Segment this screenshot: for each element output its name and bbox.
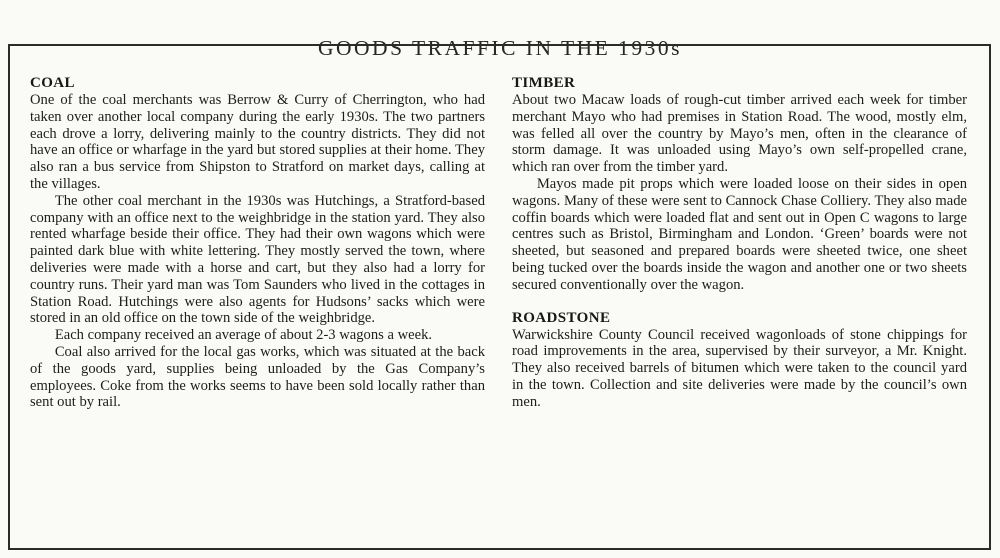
section-coal <box>30 74 485 411</box>
coal-paragraph-3: Each company received an average of about 2-3 wagons a week. <box>54 327 433 344</box>
left-column <box>30 74 485 411</box>
roadstone-paragraph-1: Warwickshire County Council received wagonloads of stone chippings for road improvements in the area, supervised by their surveyor, a Mr. Knight. They also received barrels of bitumen which were taken to the council yard in the town. Collection and site deliveries were made by the council’s own men. <box>512 326 967 410</box>
page-title: GOODS TRAFFIC IN THE 1930s <box>317 36 683 60</box>
section-heading-coal: COAL <box>30 75 75 91</box>
coal-paragraph-4: Coal also arrived for the local gas works, which was situated at the back of the goods yard, supplies being unloaded by the Gas Company’s employees. Coke from the works seems to have been sold locally rather than sent out by rail. <box>30 343 485 411</box>
coal-paragraph-1: One of the coal merchants was Berrow & Curry of Cherrington, who had taken over another local company during the early 1930s. The two partners each drove a lorry, delivering mainly to the country districts. They did not have an office or wharfage in the yard but stored supplies at their home. They also ran a bus service from Shipston to Stratford on market days, calling at the villages. <box>30 92 485 192</box>
coal-paragraph-2: The other coal merchant in the 1930s was Hutchings, a Stratford-based company with an office next to the weighbridge in the station yard. They also rented wharfage beside their office. They had their own wagons which were painted dark blue with white lettering. They mostly served the town, where deliveries were made with a horse and cart, but they also had a lorry for country runs. Their yard man was Tom Saunders who lived in the cottages in Station Road. Hutchings were also agents for Hudsons’ sacks which were stored in an old office on the town side of the weighbridge. <box>30 192 485 327</box>
timber-paragraph-2: Mayos made pit props which were loaded loose on their sides in open wagons. Many of these were sent to Cannock Chase Colliery. They also made coffin boards which were loaded flat and sent out in Open C wagons to large centres such as Bristol, Birmingham and London. ‘Green’ boards were not sheeted, but seasoned and prepared boards were sheeted twice, one sheet being tucked over the boards inside the wagon and another one or two sheets secured conventionally over the wagon. <box>512 175 967 293</box>
two-column-layout <box>0 61 1000 411</box>
section-roadstone <box>512 309 967 411</box>
section-heading-roadstone: ROADSTONE <box>512 309 611 326</box>
timber-paragraph-1: About two Macaw loads of rough-cut timber arrived each week for timber merchant Mayo who had premises in Station Road. The wood, mostly elm, was felled all over the country by Mayo’s men, often in the clearance of storm damage. It was unloaded using Mayo’s own self-propelled crane, which ran over from the timber yard. <box>512 92 967 176</box>
section-heading-timber: TIMBER <box>512 75 576 91</box>
right-column <box>512 74 967 411</box>
section-timber <box>512 74 967 294</box>
